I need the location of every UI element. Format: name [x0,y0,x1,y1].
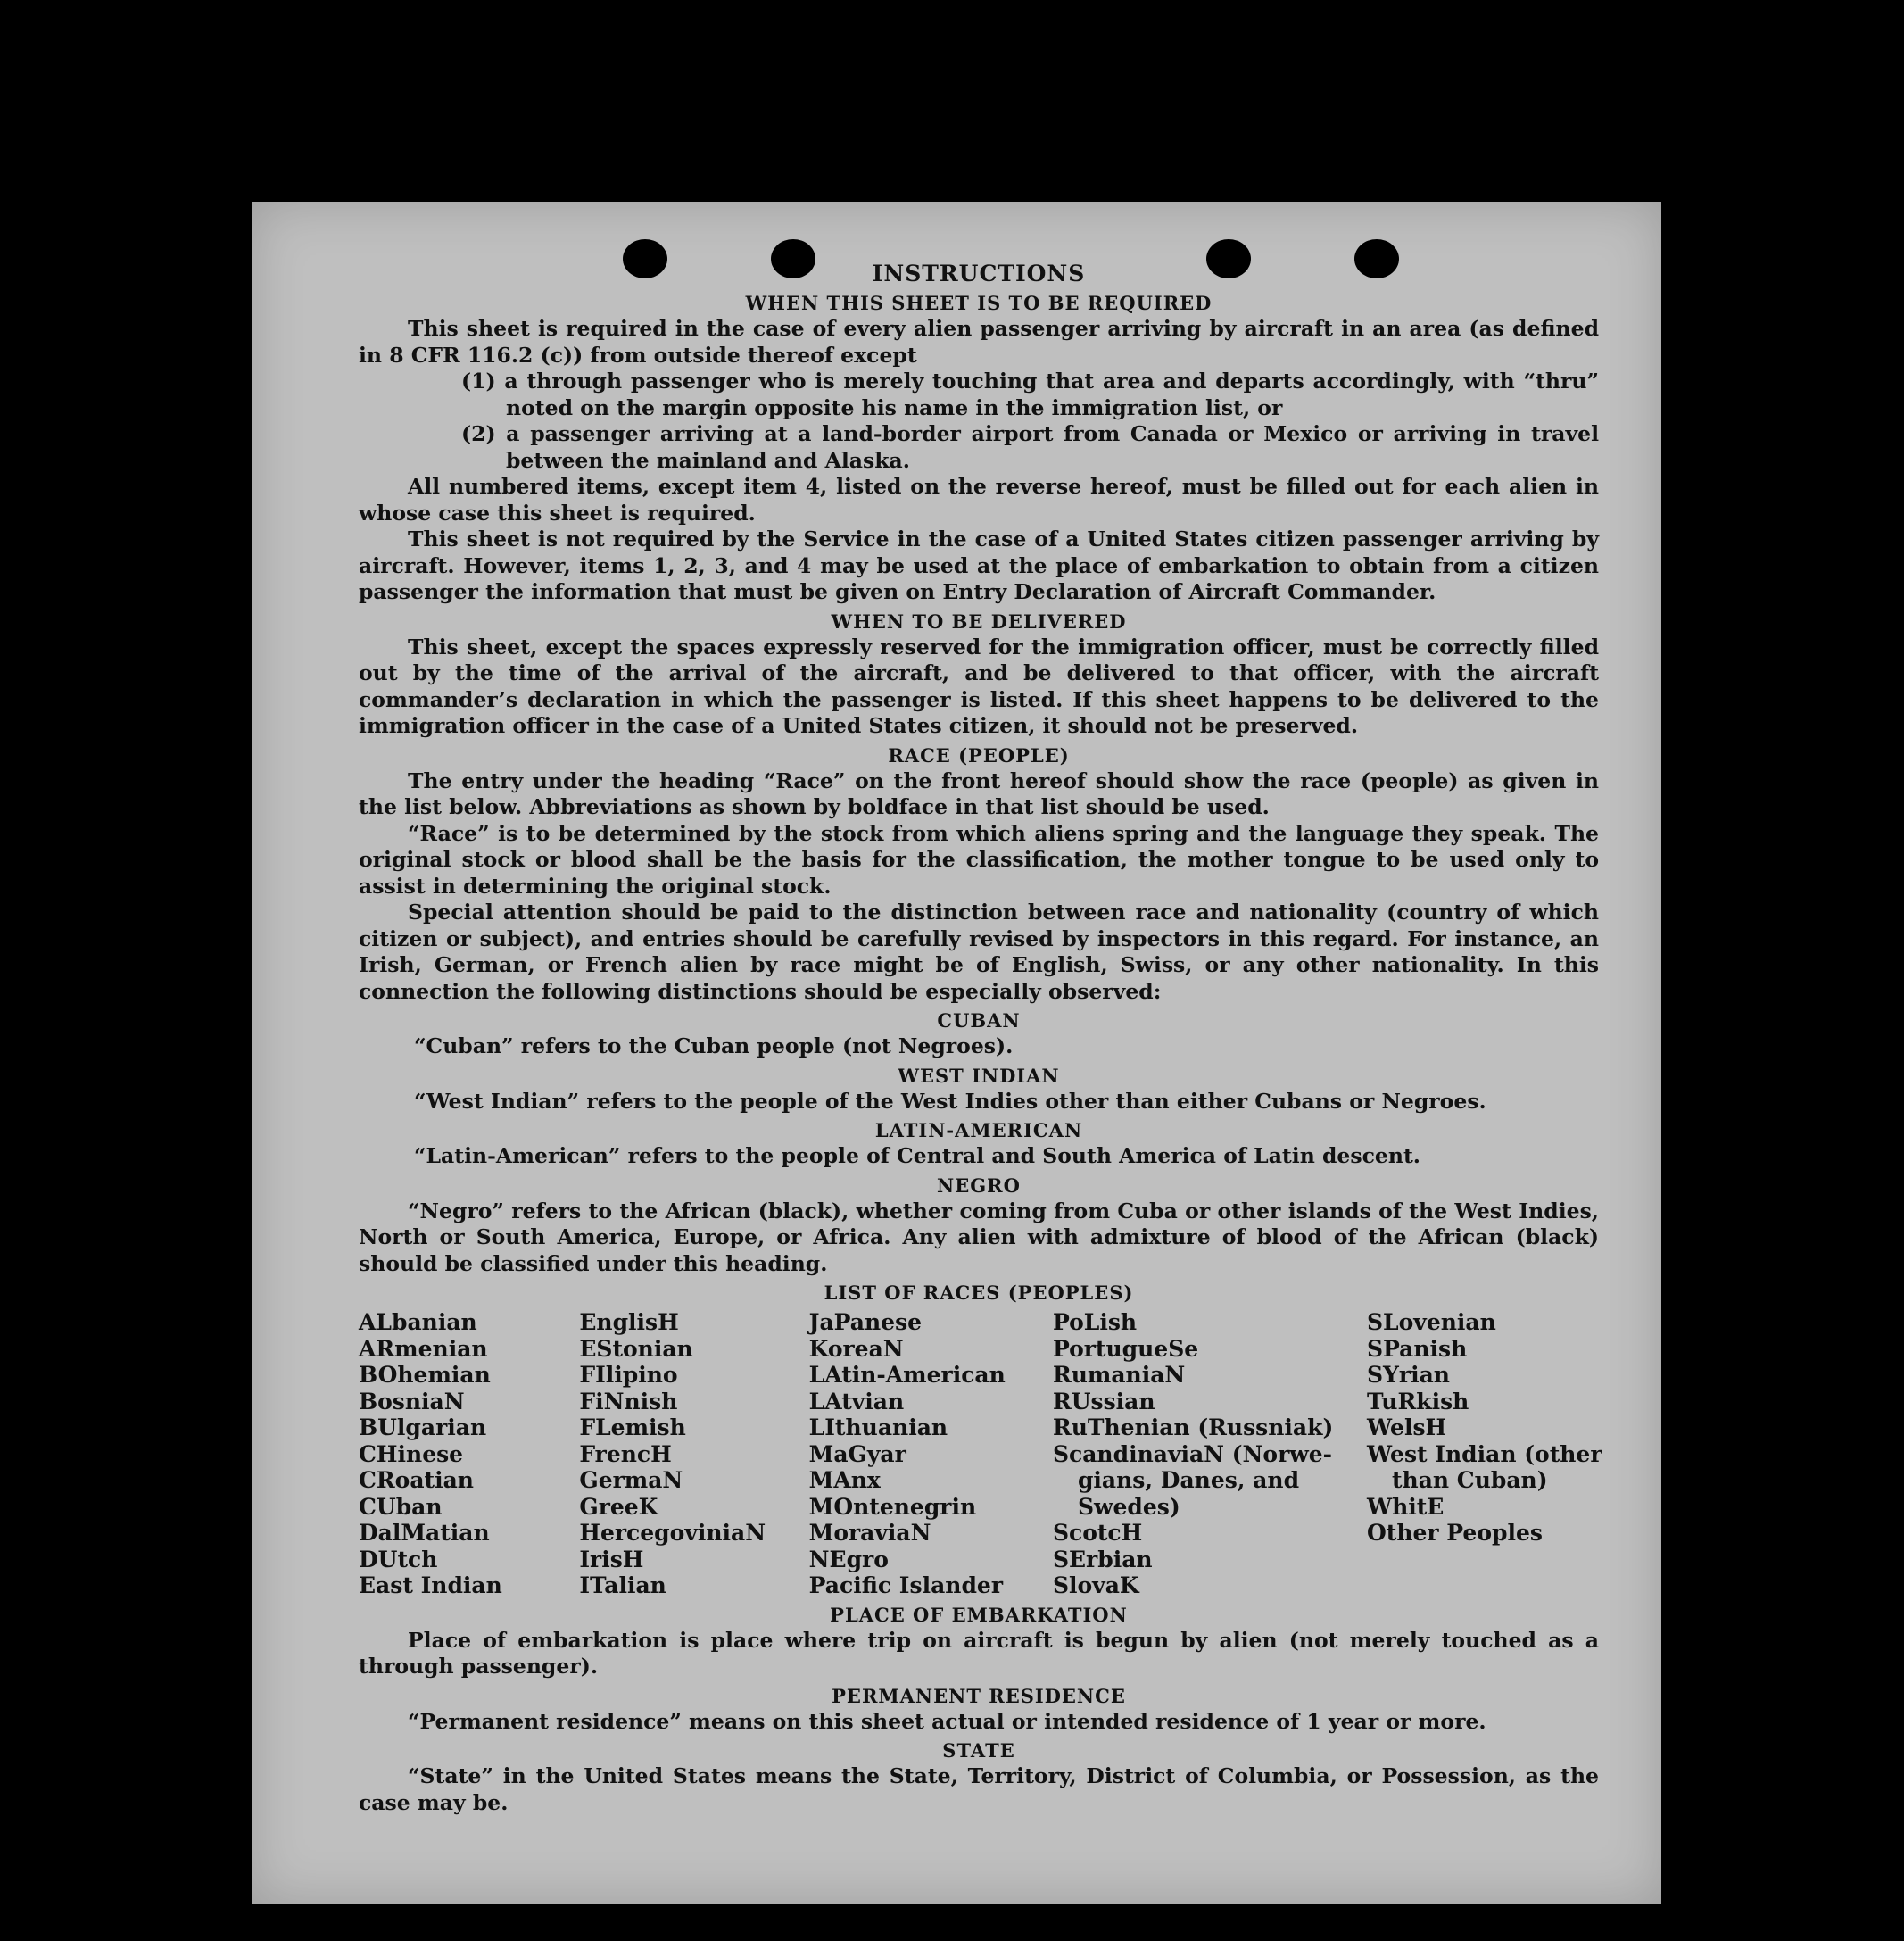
race-item: LAtin-American [808,1362,1006,1388]
paragraph: “Permanent residence” means on this sheet actual or intended residence of 1 year or more. [408,1708,1486,1734]
section-heading: WEST INDIAN [898,1064,1060,1087]
paragraph: The entry under the heading “Race” on the front hereof should show the race (people) as given in the list below. Abbreviations as shown by boldface in that list should be used. [359,767,1599,819]
race-item: LIthuanian [808,1414,948,1440]
race-item: BosniaN [359,1388,465,1414]
race-item: WhitE [1367,1493,1445,1520]
race-item: JaPanese [808,1309,923,1335]
race-item: Pacific Islander [808,1572,1004,1598]
race-item: EStonian [579,1335,693,1362]
race-item: FiNnish [579,1388,678,1414]
definition: “Latin-American” refers to the people of Central and South America of Latin descent. [414,1143,1420,1168]
race-item: MAnx [808,1467,881,1493]
paragraph: This sheet is not required by the Service in the case of a United States citizen passenger arriving by aircraft. However, items 1, 2, 3, and 4 may be used at the place of embarkation to obtain from a citizen passenger the information that must be given on Entry Declaration of Aircraft Commander. [359,527,1599,604]
paragraph: “State” in the United States means the State, Territory, District of Columbia, or Possession, as the case may be. [359,1763,1599,1815]
race-column [809,1309,1053,1599]
section-heading: NEGRO [937,1174,1021,1197]
paragraph: Place of embarkation is place where trip on aircraft is begun by alien (not merely touched as a through passenger). [359,1627,1599,1679]
race-item: SErbian [1052,1546,1153,1572]
race-item: RumaniaN [1052,1362,1186,1388]
instructions-content [359,261,1602,1816]
document-sheet [252,202,1661,1904]
race-item: WelsH [1367,1414,1447,1440]
section-heading: PLACE OF EMBARKATION [830,1603,1128,1626]
race-item: GermaN [579,1467,683,1493]
race-item: West Indian (other [1367,1440,1602,1467]
race-item: Other Peoples [1367,1520,1543,1546]
race-item: BUlgarian [359,1414,487,1440]
race-item: SLovenian [1367,1309,1496,1335]
race-item: FrencH [579,1440,672,1467]
race-item: ScandinaviaN (Norwe- [1052,1440,1333,1467]
race-item: FIlipino [579,1362,678,1388]
race-item: PoLish [1052,1309,1138,1335]
race-item: IrisH [579,1546,644,1572]
paragraph: Special attention should be paid to the distinction between race and nationality (country of which citizen or subject), and entries should be carefully revised by inspectors in this regard. For instance, an Irish, German, or French alien by race might be of English, Swiss, or any other nationality. In this connection the following distinctions should be especially observed: [359,900,1599,1004]
race-item: RuThenian (Russniak) [1052,1414,1334,1440]
race-item: SPanish [1367,1335,1468,1362]
race-item: MOntenegrin [808,1493,977,1520]
race-item: KoreaN [808,1335,904,1362]
race-item: Swedes) [1077,1493,1180,1520]
list-item: (2) a passenger arriving at a land-border airport from Canada or Mexico or arriving in travel between the mainland and Alaska. [461,421,1599,473]
race-item: gians, Danes, and [1077,1467,1300,1493]
race-item: CRoatian [359,1467,474,1493]
race-item: DUtch [359,1546,438,1572]
race-item: RUssian [1052,1388,1155,1414]
race-item: GreeK [579,1493,658,1520]
section-heading: CUBAN [937,1009,1021,1032]
race-item: than Cuban) [1392,1467,1548,1493]
race-item: ITalian [579,1572,666,1598]
race-column [579,1309,808,1599]
section-heading: WHEN THIS SHEET IS TO BE REQUIRED [745,292,1213,314]
race-column [1053,1309,1367,1599]
race-item: SlovaK [1052,1572,1139,1598]
definition: “Cuban” refers to the Cuban people (not Negroes). [414,1033,1014,1058]
paragraph: All numbered items, except item 4, listed on the reverse hereof, must be filled out for each alien in whose case this sheet is required. [359,474,1599,526]
race-item: FLemish [579,1414,686,1440]
race-item: East Indian [359,1572,502,1598]
race-item: TuRkish [1367,1388,1469,1414]
race-column [1367,1309,1602,1599]
race-item: ARmenian [359,1335,488,1362]
definition: “West Indian” refers to the people of the West Indies other than either Cubans or Negroes. [414,1088,1486,1114]
race-item: CHinese [359,1440,464,1467]
race-item: LAtvian [808,1388,905,1414]
paragraph: “Negro” refers to the African (black), whether coming from Cuba or other islands of the West Indies, North or South America, Europe, or Africa. Any alien with admixture of blood of the African (black) should be classified under this heading. [359,1198,1599,1276]
section-heading: LIST OF RACES (PEOPLES) [824,1282,1134,1304]
section-heading: WHEN TO BE DELIVERED [831,610,1127,633]
paragraph: This sheet, except the spaces expressly reserved for the immigration officer, must be correctly filled out by the time of the arrival of the aircraft, and be delivered to that officer, with the aircraft commander’s declaration in which the passenger is listed. If this sheet happens to be delivered to the immigration officer in the case of a United States citizen, it should not be preserved. [359,634,1599,738]
race-item: NEgro [808,1546,889,1572]
list-item: (1) a through passenger who is merely touching that area and departs accordingly, with “thru” noted on the margin opposite his name in the immigration list, or [461,369,1599,420]
race-list [359,1309,1602,1599]
paragraph: “Race” is to be determined by the stock from which aliens spring and the language they speak. The original stock or blood shall be the basis for the classification, the mother tongue to be used only to assist in determining the original stock. [359,820,1599,899]
page-title: INSTRUCTIONS [872,261,1086,286]
race-item: HercegoviniaN [579,1520,766,1546]
race-item: EnglisH [579,1309,679,1335]
race-item: MaGyar [808,1440,906,1467]
section-heading: STATE [942,1739,1015,1762]
paragraph: This sheet is required in the case of every alien passenger arriving by aircraft in an area (as defined in 8 CFR 116.2 (c)) from outside thereof except [359,316,1599,368]
section-heading: RACE (PEOPLE) [888,743,1070,767]
race-item: ALbanian [359,1309,477,1335]
section-heading: LATIN-AMERICAN [874,1119,1083,1141]
race-item: BOhemian [359,1362,491,1388]
race-item: ScotcH [1052,1520,1143,1546]
race-item: SYrian [1367,1362,1450,1388]
section-heading: PERMANENT RESIDENCE [832,1684,1126,1707]
race-item: CUban [359,1493,443,1520]
race-item: DalMatian [359,1520,490,1546]
race-item: MoraviaN [808,1520,931,1546]
race-column [359,1309,579,1599]
race-item: PortugueSe [1052,1335,1199,1362]
